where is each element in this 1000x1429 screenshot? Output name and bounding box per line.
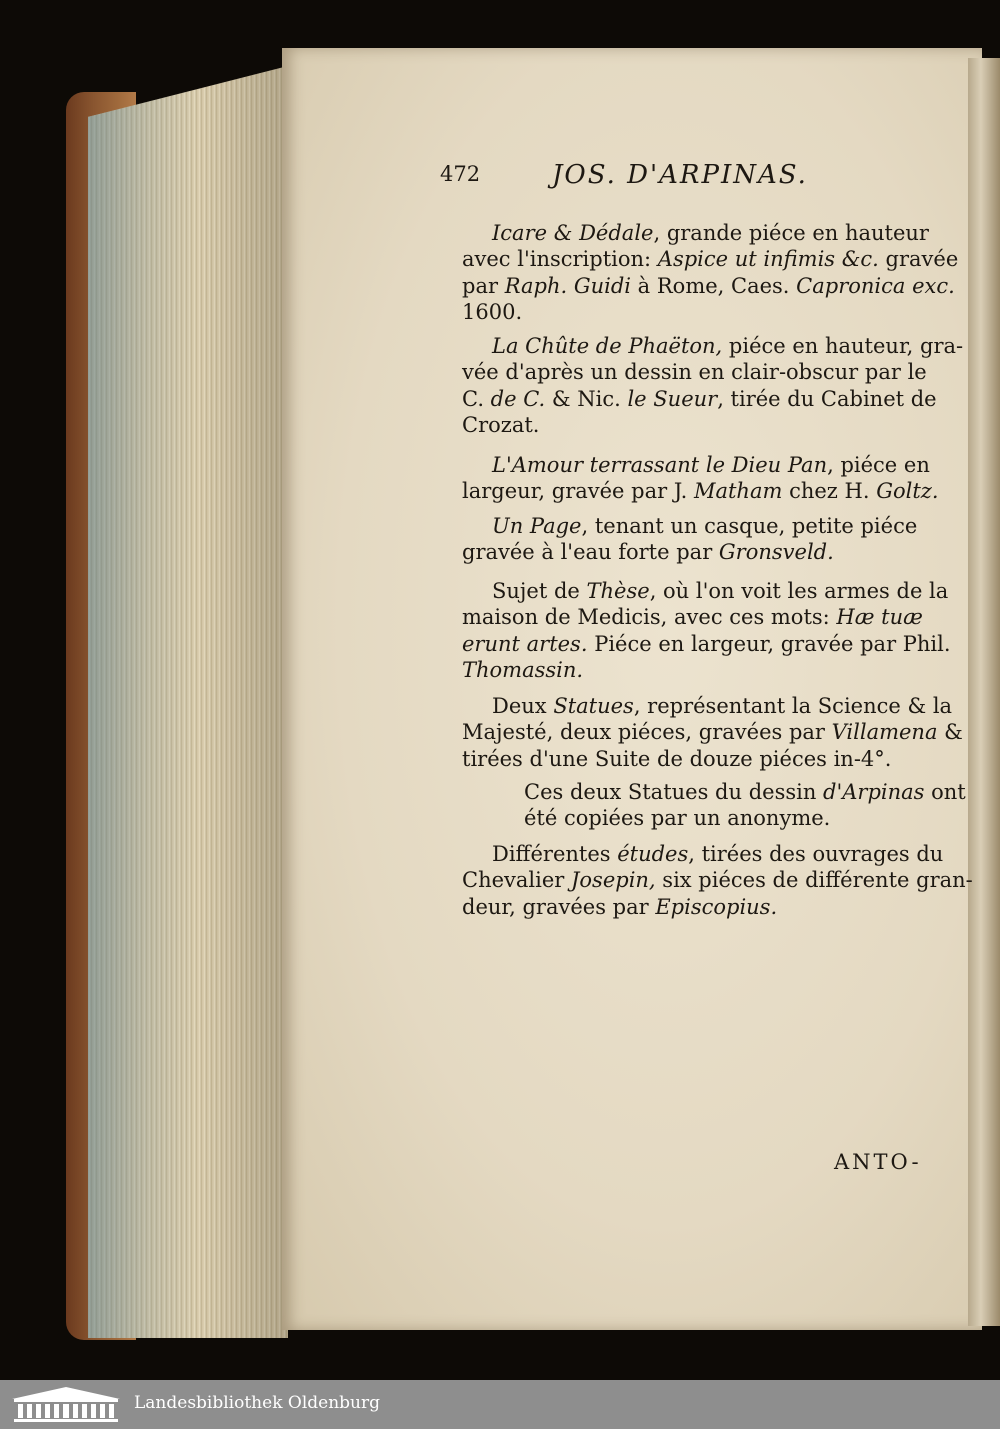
roman-text: par [462,273,505,298]
catchword: ANTO- [834,1150,922,1174]
roman-text: , tirées des ouvrages du [688,842,944,866]
text-line [462,539,834,565]
italic-text: Josepin, [570,868,656,893]
footer-bar [0,1380,1000,1429]
roman-text: ont [924,780,966,804]
text-line [462,386,937,412]
italic-text: erunt artes. [462,631,588,656]
italic-text: de C. [490,386,546,411]
italic-text: Hæ tuæ [836,605,923,630]
roman-text: , piéce en [827,453,930,477]
roman-text: deur, gravées par [462,894,656,919]
text-line [492,220,929,246]
italic-text: Capronica exc. [796,273,955,298]
text-line [462,246,958,272]
text-line [462,273,955,299]
italic-text: Icare & Dédale [492,221,654,245]
italic-text: Goltz. [876,479,939,504]
italic-text: L'Amour terrassant le Dieu Pan [492,453,828,477]
roman-text: chez H. [782,479,877,504]
text-line [492,333,963,359]
italic-text: Gronsveld. [718,540,834,565]
roman-text: gravée à l'eau forte par [462,540,719,565]
roman-text: à Rome, Caes. [631,273,797,298]
page-number: 472 [440,162,481,186]
roman-text: Deux [492,694,554,718]
italic-text: études [617,842,689,866]
roman-text: Majesté, deux piéces, gravées par [462,720,832,745]
italic-text: Thomassin. [462,657,584,682]
roman-text: Chevalier [462,868,571,893]
fore-edge-shading [88,66,288,1338]
roman-text: & Nic. [545,386,628,411]
roman-text: avec l'inscription: [462,247,658,272]
italic-text: Raph. Guidi [504,273,631,298]
italic-text: d'Arpinas [823,780,925,804]
text-line [492,578,948,604]
roman-text: 1600. [462,299,523,324]
text-line [492,693,952,719]
roman-text: , grande piéce en hauteur [653,221,929,245]
roman-text: Crozat. [462,412,540,437]
library-building-icon [8,1385,124,1423]
roman-text: gravée [878,247,959,272]
text-line [492,841,943,867]
roman-text: , représentant la Science & la [633,694,953,718]
italic-text: Thèse [586,579,650,603]
roman-text: maison de Medicis, avec ces mots: [462,605,837,630]
italic-text: Statues [553,694,634,718]
library-name: Landesbibliothek Oldenburg [134,1393,381,1413]
running-title: JOS. D'ARPINAS. [552,160,808,190]
roman-text: Sujet de [492,579,587,603]
text-line [462,894,777,920]
text-line [492,452,930,478]
roman-text: été copiées par un anonyme. [524,806,831,831]
roman-text: six piéces de différente gran- [655,868,973,893]
roman-text: Ces deux Statues du dessin [524,780,824,804]
roman-text: Piéce en largeur, gravée par Phil. [587,631,951,656]
text-line [492,513,917,539]
text-line [524,779,966,805]
roman-text: piéce en hauteur, gra- [722,334,964,358]
text-line [462,359,927,385]
text-line [462,719,963,745]
text-line [462,412,539,438]
roman-text: Différentes [492,842,618,866]
text-line [462,299,522,325]
roman-text: & [937,720,963,745]
italic-text: Un Page [492,514,582,538]
roman-text: vée d'après un dessin en clair-obscur par le [462,360,927,385]
italic-text: Matham [693,479,783,504]
text-line [524,805,830,831]
text-line [462,604,923,630]
italic-text: Villamena [831,720,938,745]
text-line [462,631,951,657]
italic-text: Aspice ut infimis &c. [657,247,879,272]
roman-text: tirées d'une Suite de douze piéces in-4°. [462,746,892,771]
italic-text: Episcopius. [655,894,778,919]
italic-text: La Chûte de Phaëton, [492,334,723,358]
text-line [462,657,583,683]
text-line [462,867,973,893]
text-line [462,746,891,772]
facing-page-edge [968,58,1000,1326]
roman-text: , où l'on voit les armes de la [649,579,949,603]
roman-text: , tenant un casque, petite piéce [581,514,918,538]
text-line [462,478,939,504]
roman-text: largeur, gravée par J. [462,479,694,504]
roman-text: , tirée du Cabinet de [717,386,937,411]
roman-text: C. [462,386,491,411]
italic-text: le Sueur [627,386,718,411]
